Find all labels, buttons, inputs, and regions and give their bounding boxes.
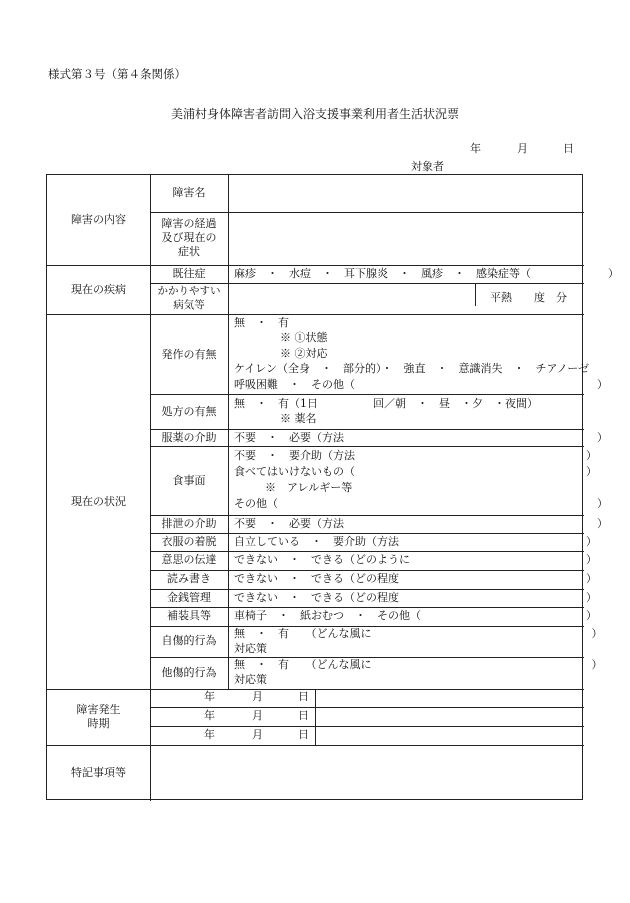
seizure-line-4: ケイレン（全身 ・ 部分的）・ 強直 ・ 意識消失 ・ チアノーゼ <box>234 362 590 375</box>
onset-date-1-month: 月 <box>252 690 263 703</box>
label-medication: 服薬の介助 <box>161 431 217 444</box>
other-harm-line-1: 無 ・ 有 （どんな風に ） <box>234 658 603 671</box>
reading-options: できない ・ できる（どの程度 ） <box>234 572 597 585</box>
label-prescription: 処方の有無 <box>161 405 217 418</box>
self-harm-line-2: 対応策 <box>234 642 267 655</box>
status-form-table <box>46 174 619 800</box>
label-seizure: 発作の有無 <box>161 348 217 361</box>
past-history-options: 麻疹 ・ 水痘 ・ 耳下腺炎 ・ 風疹 ・ 感染症等（ ） <box>234 267 619 280</box>
seizure-line-5: 呼吸困難 ・ その他（ ） <box>234 378 608 391</box>
subject-label: 対象者 <box>411 160 444 173</box>
label-reading: 読み書き <box>167 572 211 585</box>
communication-options: できない ・ できる（どのように ） <box>234 553 597 566</box>
normal-temperature: 平熱 度 分 <box>490 291 567 304</box>
label-meals: 食事面 <box>172 474 206 487</box>
label-aids: 補装具等 <box>167 609 211 622</box>
label-history: 障害の経過 及び現在の 症状 <box>161 217 217 258</box>
onset-date-2-year: 年 <box>204 709 215 722</box>
seizure-line-2: ※ ①状態 <box>280 331 328 344</box>
label-susceptible: かかりやすい 病気等 <box>157 285 221 311</box>
self-harm-line-1: 無 ・ 有 （どんな風に ） <box>234 627 603 640</box>
label-dressing: 衣服の着脱 <box>161 535 217 548</box>
meals-line-4: その他（ ） <box>234 497 608 510</box>
dressing-options: 自立している ・ 要介助（方法 ） <box>234 535 597 548</box>
prescription-line-1: 無 ・ 有（1日 回／朝 ・ 昼 ・夕 ・夜間） <box>234 397 538 410</box>
onset-date-3-month: 月 <box>252 728 263 741</box>
label-self-harm: 自傷的行為 <box>161 634 217 647</box>
prescription-line-2: ※ 薬名 <box>280 412 317 425</box>
seizure-line-3: ※ ②対応 <box>280 347 328 360</box>
excretion-options: 不要 ・ 必要（方法 ） <box>234 517 608 530</box>
onset-date-1-year: 年 <box>204 690 215 703</box>
section-onset-period: 障害発生 時期 <box>76 703 121 730</box>
medication-options: 不要 ・ 必要（方法 ） <box>234 431 608 444</box>
section-current-illness: 現在の疾病 <box>71 283 126 296</box>
section-current-status: 現在の状況 <box>71 495 126 508</box>
onset-date-3-day: 日 <box>298 728 309 741</box>
section-disability-content: 障害の内容 <box>71 213 126 226</box>
label-other-harm: 他傷的行為 <box>161 666 217 679</box>
onset-date-1-day: 日 <box>298 690 309 703</box>
form-number: 様式第３号（第４条関係） <box>48 67 186 81</box>
section-special-notes: 特記事項等 <box>71 766 126 779</box>
onset-date-2-day: 日 <box>298 709 309 722</box>
date-month: 月 <box>517 142 528 155</box>
onset-date-2-month: 月 <box>252 709 263 722</box>
page-title: 美浦村身体障害者訪問入浴支援事業利用者生活状況票 <box>170 107 459 121</box>
seizure-line-1: 無 ・ 有 <box>234 316 289 329</box>
label-past-history: 既往症 <box>172 267 206 280</box>
date-day: 日 <box>563 142 574 155</box>
aids-options: 車椅子 ・ 紙おむつ ・ その他（ ） <box>234 609 597 622</box>
other-harm-line-2: 対応策 <box>234 673 267 686</box>
meals-line-3: ※ アレルギー等 <box>265 481 353 494</box>
money-options: できない ・ できる（どの程度 ） <box>234 591 597 604</box>
onset-date-3-year: 年 <box>204 728 215 741</box>
meals-line-1: 不要 ・ 要介助（方法 ） <box>234 449 597 462</box>
label-money: 金銭管理 <box>167 591 211 604</box>
meals-line-2: 食べてはいけないもの（ ） <box>234 465 597 478</box>
label-disability-name: 障害名 <box>172 186 206 199</box>
label-communication: 意思の伝達 <box>161 553 217 566</box>
label-excretion: 排泄の介助 <box>161 517 217 530</box>
date-year: 年 <box>470 142 481 155</box>
